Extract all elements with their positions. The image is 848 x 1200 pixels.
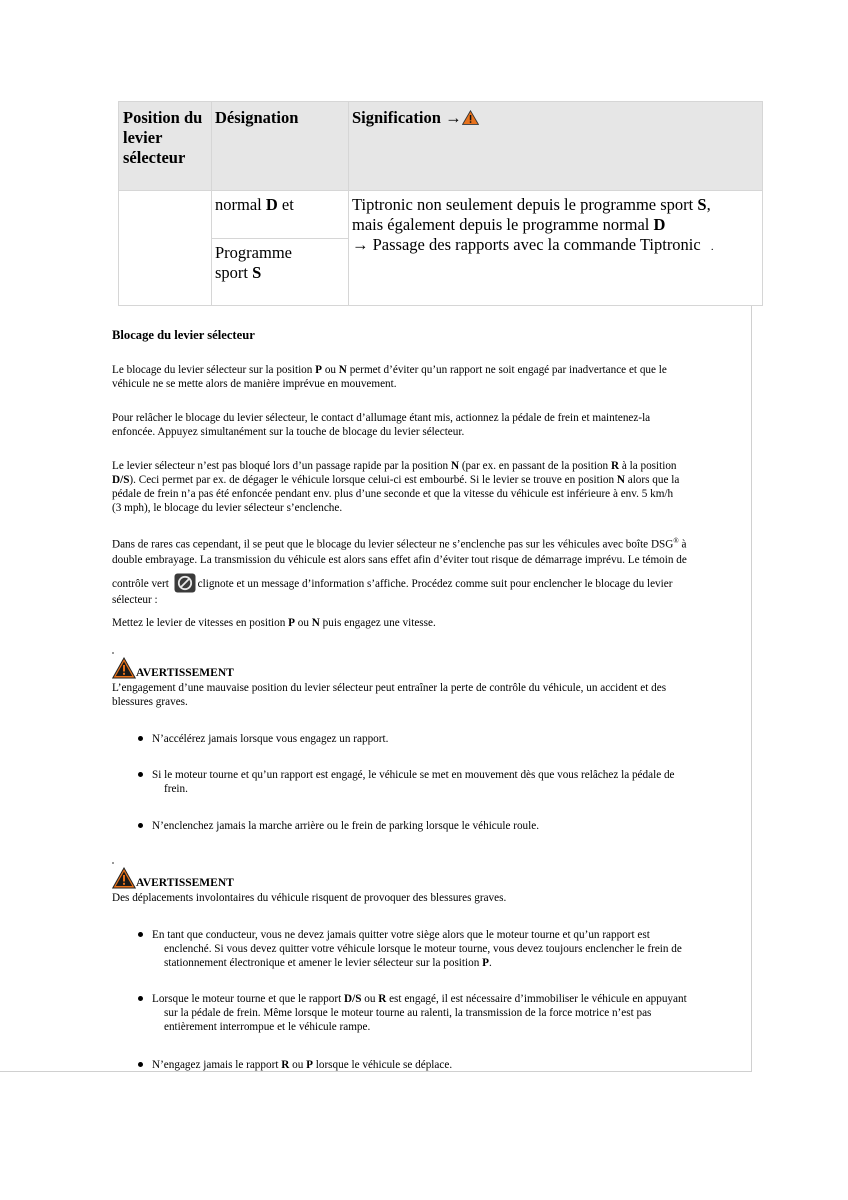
signification-text: Tiptronic non seulement depuis le programme sport S, mais également depuis le programme normal D → Passage des rapports avec la commande Tiptronic . [352, 195, 714, 254]
paragraph-1: Le blocage du levier sélecteur sur la position P ou N permet d’éviter qu’un rapport ne soit engagé par inadvertance et que le véhicule ne se mette alors de manière imprévue en mouvement. [112, 364, 667, 390]
header-designation: Désignation [215, 108, 299, 127]
designation-normal-d: normal D et [215, 195, 294, 214]
list-item: Lorsque le moteur tourne et que le rapport D/S ou R est engagé, il est nécessaire d’immobiliser le véhicule en appuyant sur la pédale de frein. Même lorsque le moteur tourne au ralenti, la transmission de la force motrice n’est pas entièrement interrompue et le véhicule rampe. [138, 992, 738, 1034]
warning-triangle-icon [112, 867, 136, 889]
warning-1-text: L’engagement d’une mauvaise position du levier sélecteur peut entraîner la perte de contrôle du véhicule, un accident et des blessures graves. [112, 682, 667, 708]
list-item: En tant que conducteur, vous ne devez jamais quitter votre siège alors que le moteur tourne et qu’un rapport est enclenché. Si vous devez quitter votre véhicule lorsque le moteur tourne, vous devez toujours enclencher le frein de stationnement électronique et amener le levier sélecteur sur la position P. [138, 928, 738, 970]
list-item: N’accélérez jamais lorsque vous engagez un rapport. [138, 732, 738, 746]
bullet-icon [138, 996, 143, 1001]
list-item: N’engagez jamais le rapport R ou P lorsque le véhicule se déplace. [138, 1058, 738, 1072]
designation-sport-s: Programme sport S [215, 243, 292, 282]
warning-triangle-icon [112, 657, 136, 679]
warning-marker [112, 652, 114, 654]
paragraph-3: Le levier sélecteur n’est pas bloqué lors d’un passage rapide par la position N (par ex. en passant de la position R à la position D/S). Ceci permet par ex. de dégager le véhicule lorsque celui-ci est embourbé. Si le levier se trouve en position N alors que la pédale de frein n’a pas été enfoncée pendant env. plus d’une seconde et que la vitesse du véhicule est inférieure à env. 5 km/h (3 mph), le blocage du levier sélecteur s’enclenche. [112, 460, 680, 514]
bullet-icon [138, 736, 143, 741]
paragraph-2: Pour relâcher le blocage du levier sélecteur, le contact d’allumage étant mis, actionnez la pédale de frein et maintenez-la enfoncée. Appuyez simultanément sur la touche de blocage du levier sélecteur. [112, 412, 651, 438]
bullet-icon [138, 932, 143, 937]
frame-right-border [751, 306, 752, 1071]
bullet-icon [138, 772, 143, 777]
warning-marker [112, 862, 114, 864]
tiptronic-link[interactable]: → Passage des rapports avec la commande Tiptronic [352, 235, 701, 254]
header-signification: Signification → [352, 108, 479, 128]
col-divider-2 [348, 102, 349, 305]
list-item: Si le moteur tourne et qu’un rapport est engagé, le véhicule se met en mouvement dès que vous relâchez la pédale de frein. [138, 768, 738, 796]
warning-triangle-icon [462, 110, 479, 125]
section-title: Blocage du levier sélecteur [112, 328, 255, 342]
bullet-icon [138, 823, 143, 828]
header-position: Position du levier sélecteur [123, 108, 203, 167]
warning-title: AVERTISSEMENT [136, 667, 234, 679]
header-divider [119, 190, 762, 191]
bullet-icon [138, 1062, 143, 1067]
gear-table [118, 101, 763, 306]
list-item: N’enclenchez jamais la marche arrière ou le frein de parking lorsque le véhicule roule. [138, 819, 738, 833]
row-divider [211, 238, 348, 239]
warning-2-text: Des déplacements involontaires du véhicule risquent de provoquer des blessures graves. [112, 892, 507, 904]
paragraph-5: Mettez le levier de vitesses en position P ou N puis engagez une vitesse. [112, 617, 436, 629]
paragraph-4: Dans de rares cas cependant, il se peut que le blocage du levier sélecteur ne s’enclenche pas sur les véhicules avec boîte DSG® à double embrayage. La transmission du véhicule est alors sans effet afin d’éviter tout risque de démarrage imprévu. Le témoin de contrôle vert clignote et un message d’information s’affiche. Procédez comme suit pour enclencher le blocage du levier sélecteur : [112, 537, 687, 606]
warning-title: AVERTISSEMENT [136, 877, 234, 889]
gear-selector-warning-lamp-icon [174, 573, 196, 593]
